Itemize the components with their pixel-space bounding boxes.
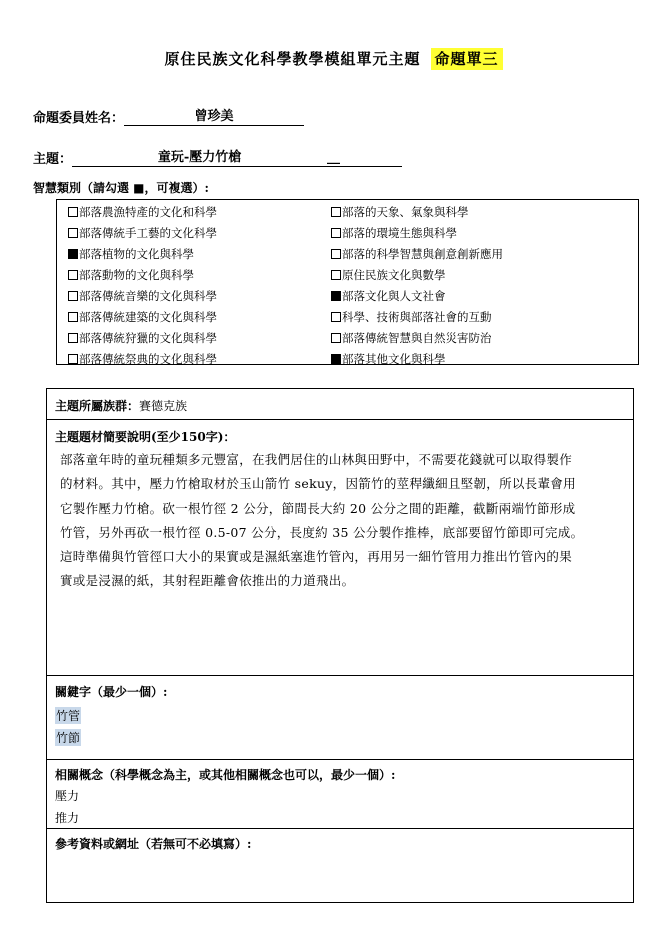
description-line: 的材料。其中，壓力竹槍取材於玉山箭竹 sekuy，因箭竹的莖稈纖細且堅韌，所以長輩會用 (60, 476, 576, 492)
checkbox-checked[interactable] (68, 249, 78, 259)
checkbox[interactable] (331, 228, 341, 238)
references-label: 參考資料或網址（若無可不必填寫）: (55, 837, 252, 851)
keywords-label: 關鍵字（最少一個）: (55, 685, 168, 699)
category-item[interactable] (331, 310, 492, 324)
description-line: 竹管，另外再砍一根竹徑 0.5-07 公分，長度約 35 公分製作推棒，底部要留竹節即可完成。 (60, 524, 584, 540)
checkbox[interactable] (331, 333, 341, 343)
description-label: 主題題材簡要說明(至少150字)： (55, 430, 236, 444)
category-label: 部落文化與人文社會 (342, 289, 446, 303)
checkbox[interactable] (331, 312, 341, 322)
concepts-section (47, 760, 633, 829)
main-table (46, 388, 634, 903)
title-text: 原住民族文化科學教學模組單元主題 (164, 50, 421, 68)
category-label: 部落傳統音樂的文化與科學 (79, 289, 217, 303)
checkbox[interactable] (68, 312, 78, 322)
category-item[interactable] (331, 352, 446, 366)
page-title (0, 48, 667, 69)
keyword-item[interactable]: 竹管 (56, 709, 81, 723)
category-item[interactable] (331, 289, 446, 303)
category-label: 部落的科學智慧與創意創新應用 (342, 247, 503, 261)
concepts-label: 相關概念（科學概念為主，或其他相關概念也可以，最少一個）: (55, 768, 396, 782)
category-item[interactable] (68, 205, 217, 219)
checkbox-checked[interactable] (331, 291, 341, 301)
category-item[interactable] (331, 268, 446, 282)
category-label: 部落動物的文化與科學 (79, 268, 194, 282)
category-label: 部落植物的文化與科學 (79, 247, 194, 261)
category-label: 科學、技術與部落社會的互動 (342, 310, 492, 324)
category-item[interactable] (68, 268, 194, 282)
checkbox[interactable] (68, 270, 78, 280)
category-label: 部落的天象、氣象與科學 (342, 205, 469, 219)
checkbox-checked[interactable] (331, 354, 341, 364)
topic-suffix: __ (327, 150, 341, 165)
references-section[interactable] (47, 829, 633, 902)
category-item[interactable] (331, 205, 469, 219)
checkbox[interactable] (68, 354, 78, 364)
committee-label: 命題委員姓名： (33, 111, 125, 126)
keywords-section (47, 676, 633, 760)
tribe-label: 主題所屬族群： (55, 399, 140, 413)
checkbox[interactable] (68, 291, 78, 301)
checkbox[interactable] (68, 228, 78, 238)
description-line: 部落童年時的童玩種類多元豐富，在我們居住的山林與田野中，不需要花錢就可以取得製作 (60, 452, 573, 467)
category-label: 原住民族文化與數學 (342, 268, 446, 282)
checkbox[interactable] (331, 207, 341, 217)
tribe-row (55, 397, 187, 414)
description-line: 這時準備與竹管徑口大小的果實或是濕紙塞進竹管內，再用另一細竹管用力推出竹管內的果 (60, 549, 573, 565)
category-item[interactable] (68, 247, 194, 261)
topic-field[interactable] (72, 149, 402, 167)
wisdom-label: 智慧類別（請勾選 ■，可複選）: (33, 181, 209, 195)
checkbox[interactable] (68, 207, 78, 217)
category-label: 部落傳統狩獵的文化與科學 (79, 331, 217, 345)
description-text[interactable] (60, 448, 626, 594)
category-label: 部落農漁特產的文化和科學 (79, 205, 217, 219)
category-item[interactable] (331, 247, 503, 261)
committee-name-field[interactable]: 曾珍美 (124, 108, 304, 126)
concept-item[interactable]: 壓力 (55, 789, 80, 803)
category-label: 部落其他文化與科學 (342, 352, 446, 366)
checkbox[interactable] (68, 333, 78, 343)
checkbox[interactable] (331, 249, 341, 259)
category-label: 部落傳統建築的文化與科學 (79, 310, 217, 324)
category-box (56, 199, 639, 365)
category-item[interactable] (68, 331, 217, 345)
topic-label: 主題： (33, 152, 73, 167)
keyword-item[interactable]: 竹節 (56, 731, 81, 745)
committee-row (33, 107, 304, 126)
category-item[interactable] (331, 226, 457, 240)
sheet-label: 命題單三 (431, 48, 503, 70)
checkbox[interactable] (331, 270, 341, 280)
category-label: 部落傳統祭典的文化與科學 (79, 352, 217, 366)
topic-row (33, 148, 402, 167)
tribe-section (47, 389, 633, 420)
category-item[interactable] (68, 226, 217, 240)
category-item[interactable] (68, 289, 217, 303)
category-label: 部落傳統手工藝的文化科學 (79, 226, 217, 240)
category-label: 部落傳統智慧與自然災害防治 (342, 331, 492, 345)
category-label: 部落的環境生態與科學 (342, 226, 457, 240)
category-item[interactable] (331, 331, 492, 345)
description-section (47, 420, 633, 676)
category-item[interactable] (68, 310, 217, 324)
description-line: 它製作壓力竹槍。砍一根竹徑 2 公分，節間長大約 20 公分之間的距離，截斷兩端竹節形成 (60, 500, 576, 516)
description-line: 實或是浸濕的紙，其射程距離會依推出的力道飛出。 (60, 573, 355, 589)
category-item[interactable] (68, 352, 217, 366)
concept-item[interactable]: 推力 (55, 811, 80, 825)
topic-value: 童玩-壓力竹槍 (157, 150, 242, 165)
tribe-value[interactable]: 賽德克族 (139, 399, 188, 413)
